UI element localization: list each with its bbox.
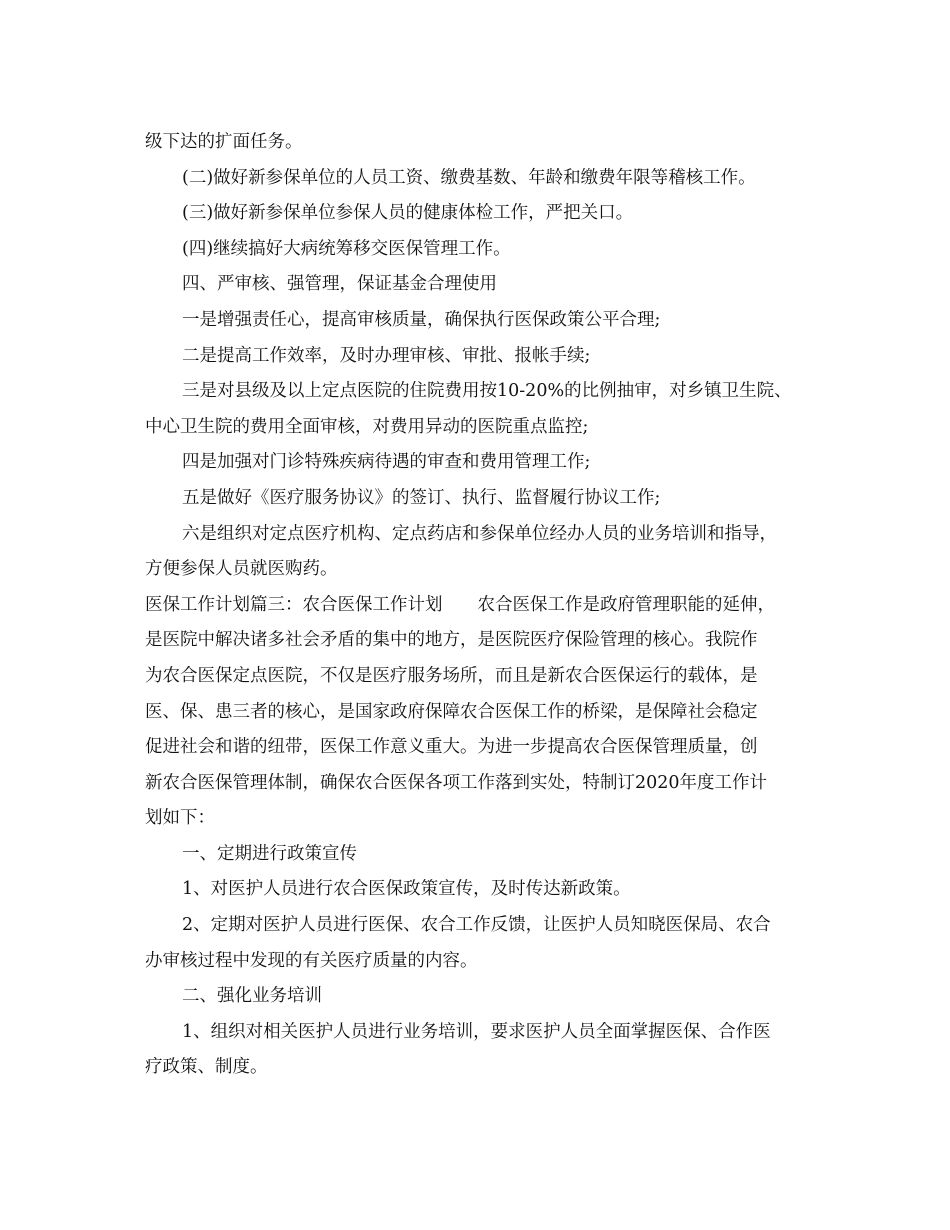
section-heading: 四、严审核、强管理，保证基金合理使用 (182, 274, 497, 295)
text-line: 1、对医护人员进行农合医保政策宣传，及时传达新政策。 (182, 879, 631, 900)
text-line: 四是加强对门诊特殊疾病待遇的审查和费用管理工作; (182, 452, 591, 473)
text-line: 医保工作计划篇三：农合医保工作计划 农合医保工作是政府管理职能的延伸， (145, 594, 775, 615)
text-line: 一是增强责任心，提高审核质量，确保执行医保政策公平合理; (182, 309, 661, 330)
text-line: 方便参保人员就医购药。 (145, 559, 338, 580)
text-line: 是医院中解决诸多社会矛盾的集中的地方，是医院医疗保险管理的核心。我院作 (145, 630, 758, 651)
text-line: (四)继续搞好大病统筹移交医保管理工作。 (182, 238, 511, 259)
text-line: (二)做好新参保单位的人员工资、缴费基数、年龄和缴费年限等稽核工作。 (182, 167, 756, 188)
section-heading: 一、定期进行政策宣传 (182, 843, 357, 864)
text-line: 疗政策、制度。 (145, 1057, 268, 1078)
text-line: 促进社会和谐的纽带，医保工作意义重大。为进一步提高农合医保管理质量，创 (145, 737, 758, 758)
text-line: 级下达的扩面任务。 (145, 132, 303, 152)
text-line: 办审核过程中发现的有关医疗质量的内容。 (145, 950, 478, 971)
text-line: 三是对县级及以上定点医院的住院费用按10-20%的比例抽审，对乡镇卫生院、 (182, 381, 792, 402)
text-line: 为农合医保定点医院，不仅是医疗服务场所，而且是新农合医保运行的载体，是 (145, 665, 758, 686)
document-page (145, 125, 815, 1086)
text-line: 中心卫生院的费用全面审核，对费用异动的医院重点监控; (145, 416, 589, 437)
text-line: 二是提高工作效率，及时办理审核、审批、报帐手续; (182, 345, 591, 366)
text-line: 医、保、患三者的核心，是国家政府保障农合医保工作的桥梁，是保障社会稳定 (145, 701, 758, 722)
section-heading: 二、强化业务培训 (182, 986, 322, 1007)
text-line: 2、定期对医护人员进行医保、农合工作反馈，让医护人员知晓医保局、农合 (182, 915, 771, 936)
text-line: 五是做好《医疗服务协议》的签订、执行、监督履行协议工作; (182, 487, 661, 508)
text-line: 新农合医保管理体制，确保农合医保各项工作落到实处，特制订2020年度工作计 (145, 772, 768, 793)
text-line: 1、组织对相关医护人员进行业务培训，要求医护人员全面掌握医保、合作医 (182, 1021, 771, 1042)
text-line: (三)做好新参保单位参保人员的健康体检工作，严把关口。 (182, 203, 634, 224)
text-line: 六是组织对定点医疗机构、定点药店和参保单位经办人员的业务培训和指导， (182, 523, 777, 544)
text-line: 划如下： (145, 808, 215, 829)
